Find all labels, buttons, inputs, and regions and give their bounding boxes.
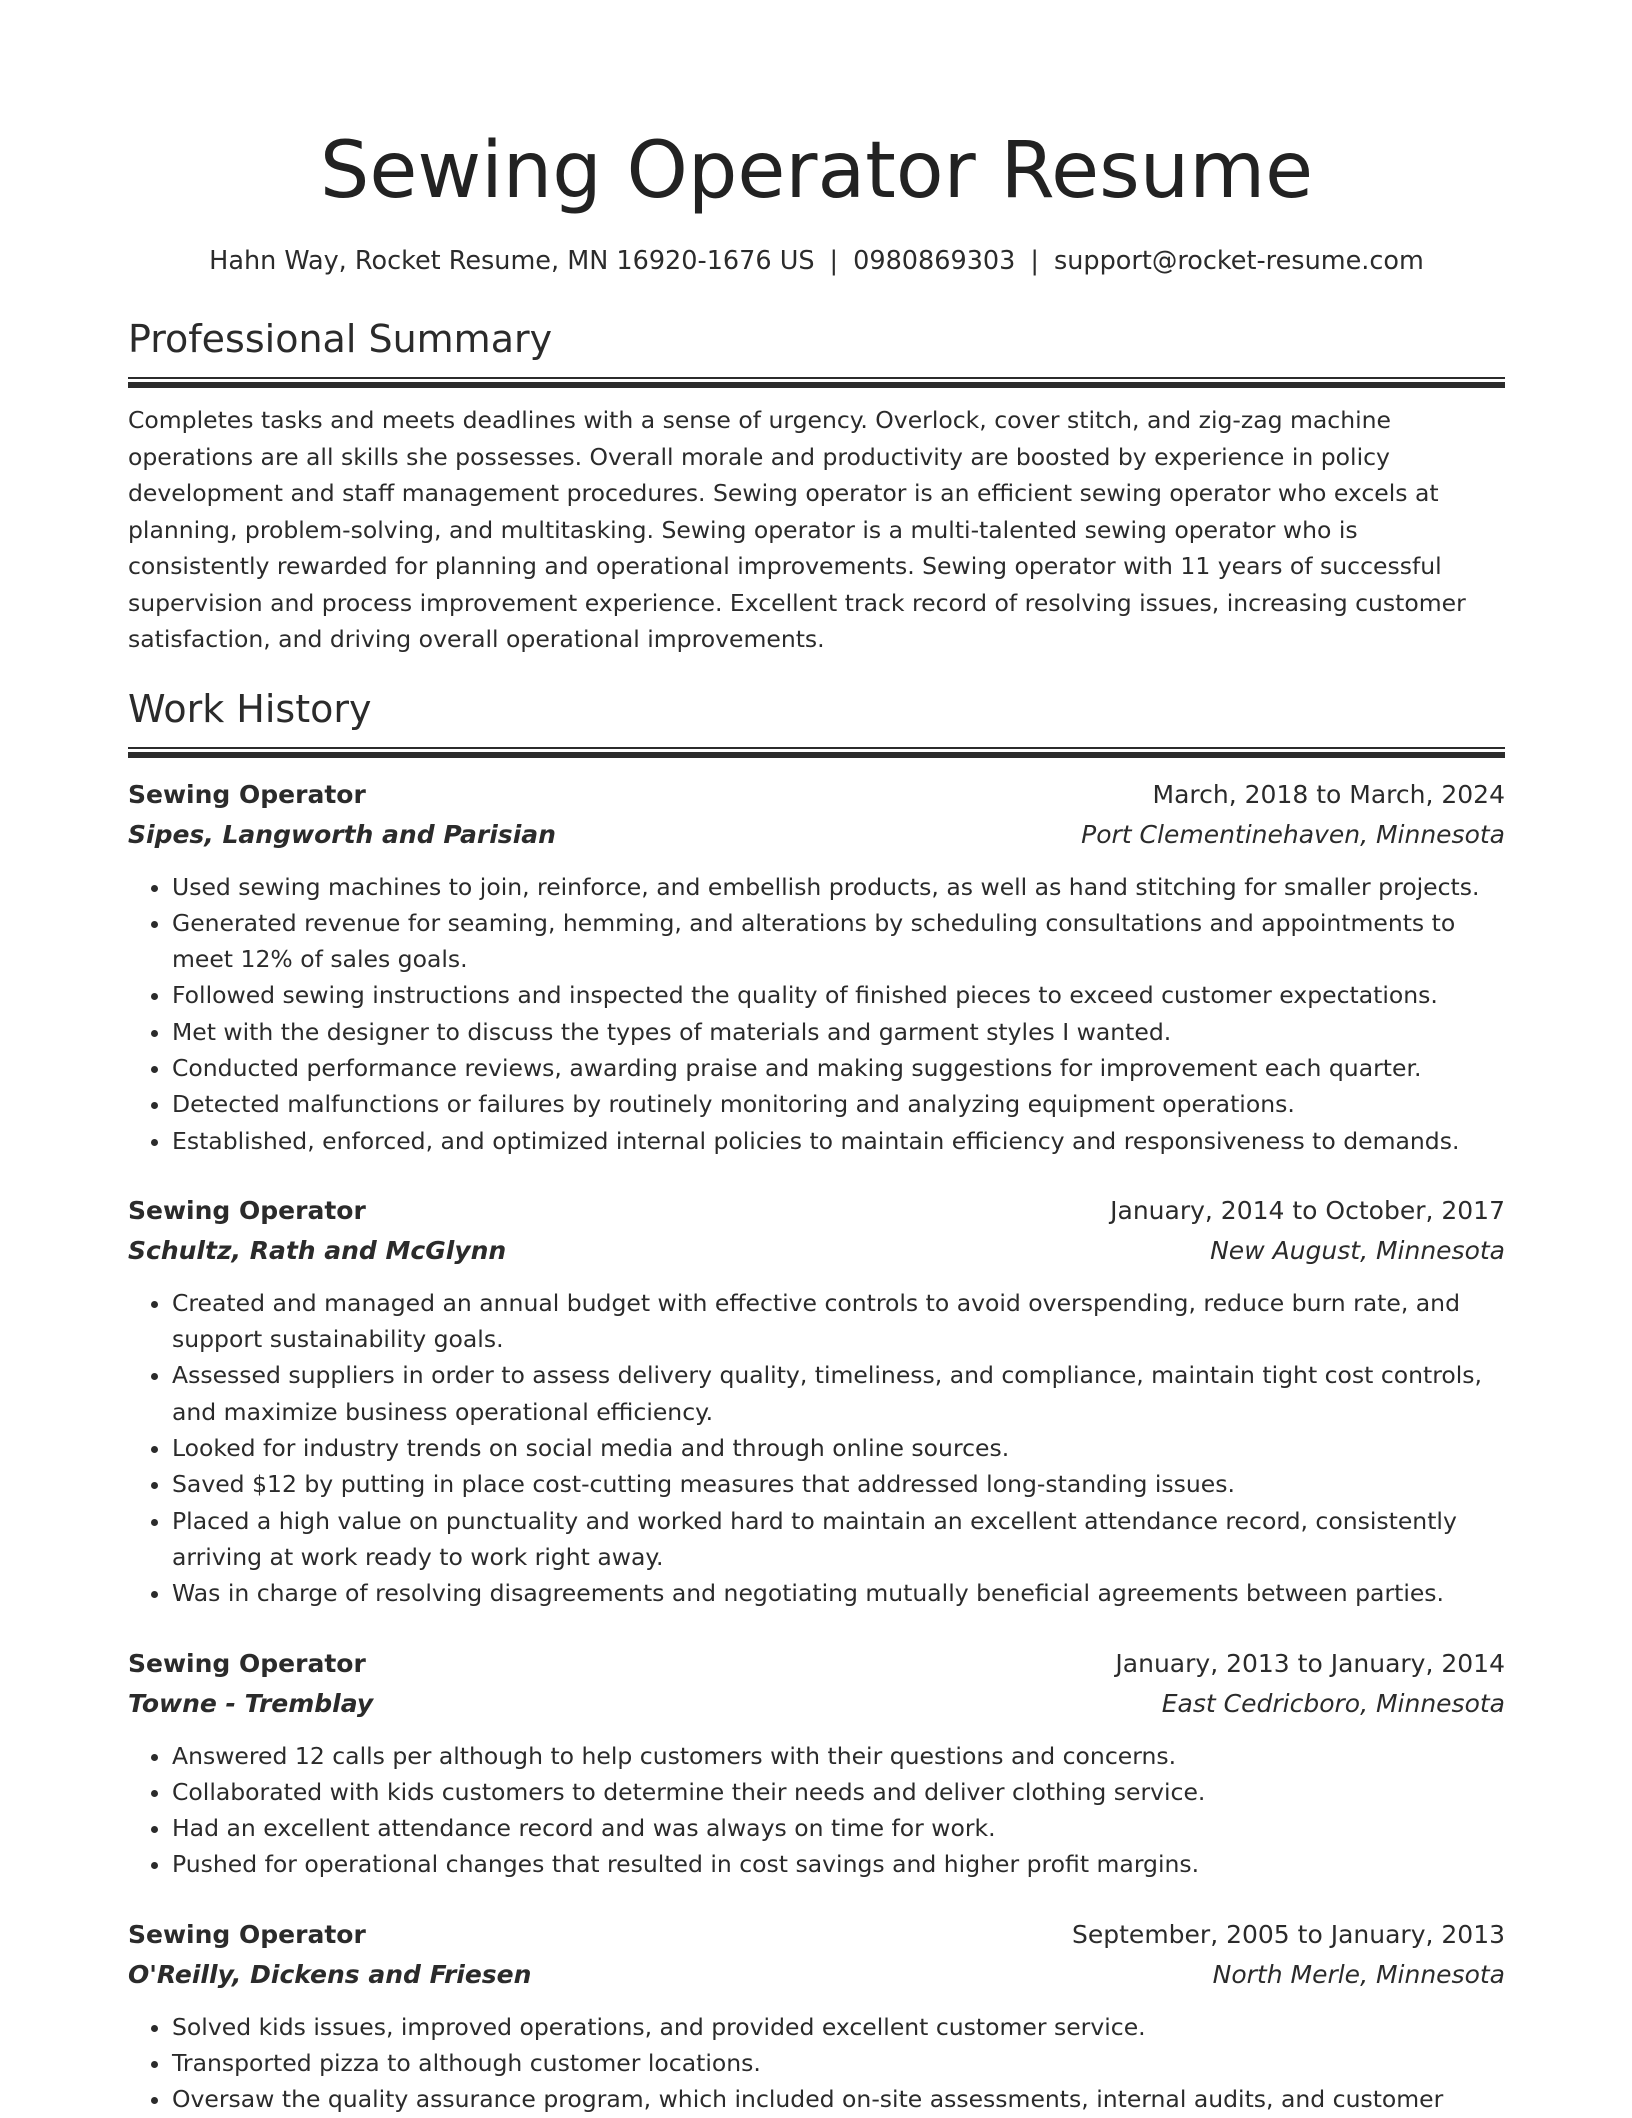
job-bullet-list (128, 869, 1505, 1159)
job-company: Towne - Tremblay (128, 1688, 374, 1718)
contact-separator: | (829, 246, 839, 276)
job-company-row (128, 815, 1505, 855)
contact-separator: | (1030, 246, 1039, 276)
job-bullet: • Answered 12 calls per although to help customers with their questions and concerns. (172, 1738, 1505, 1774)
section-heading-summary: Professional Summary (128, 317, 553, 361)
job-company-row (128, 1231, 1505, 1271)
job-bullet-list (128, 2009, 1505, 2118)
job-entry (128, 775, 1505, 1159)
job-bullet: • Created and managed an annual budget with effective controls to avoid overspending, reduce burn rate, and support sustainability goals. (172, 1285, 1505, 1358)
job-bullet: • Established, enforced, and optimized internal policies to maintain efficiency and responsiveness to demands. (172, 1123, 1505, 1159)
job-location: Port Clementinehaven, Minnesota (1081, 819, 1505, 849)
job-dates: January, 2014 to October, 2017 (1110, 1195, 1505, 1225)
job-bullet: • Generated revenue for seaming, hemming, and alterations by scheduling consultations and appointments to meet 12% of sales goals. (172, 905, 1505, 978)
job-bullet: • Solved kids issues, improved operations, and provided excellent customer service. (172, 2009, 1505, 2045)
job-bullet: • Transported pizza to although customer locations. (172, 2045, 1505, 2081)
job-location: New August, Minnesota (1210, 1235, 1505, 1265)
job-bullet: • Placed a high value on punctuality and worked hard to maintain an excellent attendance record, consistently arriving at work ready to work right away. (172, 1503, 1505, 1576)
job-company: Sipes, Langworth and Parisian (128, 819, 556, 849)
summary-text: Completes tasks and meets deadlines with a sense of urgency. Overlock, cover stitch, and zig-zag machine operations are all skills she possesses. Overall morale and productivity are boosted by experience in policy development and staff management procedures. Sewing operator is an efficient sewing operator who excels at planning, problem-solving, and multitasking. Sewing operator is a multi-talented sewing operator who is consistently rewarded for planning and operational improvements. Sewing operator with 11 years of successful supervision and process improvement experience. Excellent track record of resolving issues, increasing customer satisfaction, and driving overall operational improvements. (128, 406, 1466, 653)
job-bullet: • Looked for industry trends on social media and through online sources. (172, 1430, 1505, 1466)
job-bullet-list (128, 1738, 1505, 1883)
job-header-row (128, 1915, 1505, 1955)
contact-email: support@rocket-resume.com (1053, 246, 1424, 276)
job-list (128, 775, 1505, 2118)
job-title: Sewing Operator (128, 779, 366, 809)
job-bullet: • Detected malfunctions or failures by routinely monitoring and analyzing equipment operations. (172, 1086, 1505, 1122)
job-company-row (128, 1955, 1505, 1995)
job-dates: January, 2013 to January, 2014 (1115, 1648, 1505, 1678)
resume-title: Sewing Operator Resume (319, 126, 1314, 216)
job-dates: March, 2018 to March, 2024 (1152, 779, 1505, 809)
resume-page (128, 0, 1505, 2118)
job-bullet: • Had an excellent attendance record and was always on time for work. (172, 1810, 1505, 1846)
job-company: Schultz, Rath and McGlynn (128, 1235, 507, 1265)
job-header-row (128, 775, 1505, 815)
job-title: Sewing Operator (128, 1195, 366, 1225)
job-bullet: • Was in charge of resolving disagreements and negotiating mutually beneficial agreements between parties. (172, 1575, 1505, 1611)
job-bullet: • Followed sewing instructions and inspected the quality of finished pieces to exceed customer expectations. (172, 977, 1505, 1013)
job-company-row (128, 1684, 1505, 1724)
section-heading-work-history: Work History (128, 686, 372, 731)
job-bullet-list (128, 1285, 1505, 1612)
job-bullet: • Met with the designer to discuss the types of materials and garment styles I wanted. (172, 1014, 1505, 1050)
job-location: East Cedricboro, Minnesota (1161, 1688, 1505, 1718)
job-bullet: • Pushed for operational changes that resulted in cost savings and higher profit margins. (172, 1846, 1505, 1882)
job-bullet: • Collaborated with kids customers to determine their needs and deliver clothing service. (172, 1774, 1505, 1810)
contact-line (128, 243, 1505, 279)
job-bullet: • Conducted performance reviews, awarding praise and making suggestions for improvement each quarter. (172, 1050, 1505, 1086)
job-entry (128, 1915, 1505, 2118)
job-entry (128, 1191, 1505, 1612)
job-entry (128, 1644, 1505, 1883)
job-bullet: • Assessed suppliers in order to assess delivery quality, timeliness, and compliance, maintain tight cost controls, and maximize business operational efficiency. (172, 1357, 1505, 1430)
section-divider (128, 377, 1505, 388)
job-bullet: • Saved $12 by putting in place cost-cutting measures that addressed long-standing issues. (172, 1466, 1505, 1502)
job-dates: September, 2005 to January, 2013 (1072, 1919, 1505, 1949)
section-divider (128, 747, 1505, 758)
job-bullet: • Oversaw the quality assurance program, which included on-site assessments, internal audits, and customer (172, 2081, 1505, 2117)
job-header-row (128, 1191, 1505, 1231)
contact-address: Hahn Way, Rocket Resume, MN 16920-1676 US (209, 246, 815, 276)
job-title: Sewing Operator (128, 1648, 366, 1678)
job-title: Sewing Operator (128, 1919, 366, 1949)
job-bullet: • Used sewing machines to join, reinforce, and embellish products, as well as hand stitching for smaller projects. (172, 869, 1505, 905)
job-location: North Merle, Minnesota (1212, 1959, 1505, 1989)
job-header-row (128, 1644, 1505, 1684)
job-company: O'Reilly, Dickens and Friesen (128, 1959, 532, 1989)
contact-phone: 0980869303 (853, 246, 1016, 276)
